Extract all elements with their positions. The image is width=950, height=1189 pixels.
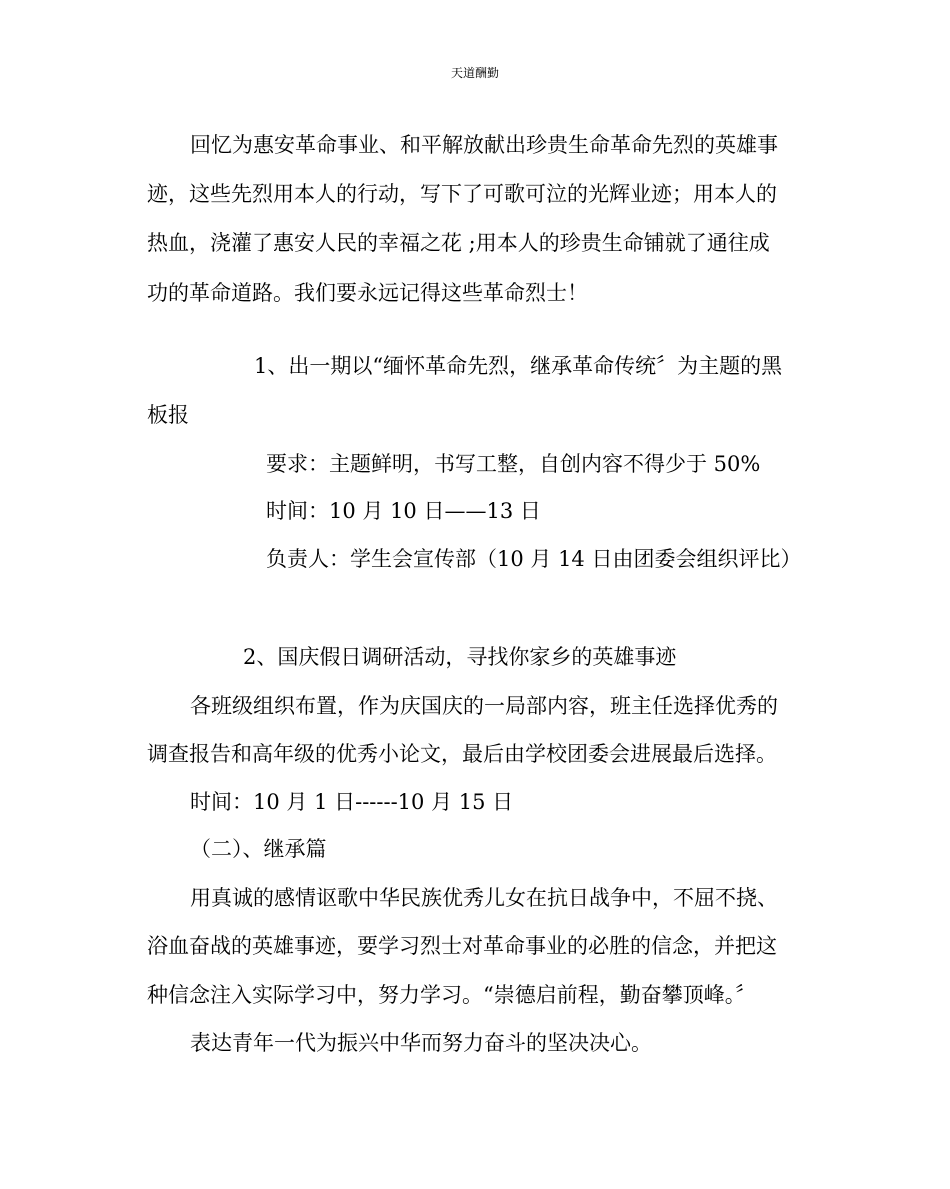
paragraph-line: 浴血奋战的英雄事迹，要学习烈士对革命事业的必胜的信念，并把这 <box>147 934 777 958</box>
paragraph-line: 用真诚的感情讴歌中华民族优秀儿女在抗日战争中，不屈不挠、 <box>190 886 778 910</box>
responsible-text: 负责人：学生会宣传部（10 月 14 日由团委会组织评比） <box>266 547 802 571</box>
paragraph-line: 热血，浇灌了惠安人民的幸福之花 ;用本人的珍贵生命铺就了通往成 <box>147 231 770 255</box>
paragraph-line: 各班级组织布置，作为庆国庆的一局部内容，班主任选择优秀的 <box>190 694 778 718</box>
item-title: 1、出一期以“缅怀革命先烈，继承革命传统〞为主题的黑 <box>254 354 783 378</box>
time-text: 时间：10 月 1 日------10 月 15 日 <box>190 790 514 814</box>
paragraph-line: 表达青年一代为振兴中华而努力奋斗的坚决决心。 <box>190 1031 652 1055</box>
section-heading: （二）、继承篇 <box>190 837 327 861</box>
paragraph-line: 迹，这些先烈用本人的行动，写下了可歌可泣的光辉业迹；用本人的 <box>147 182 777 206</box>
requirement-text: 要求：主题鲜明，书写工整，自创内容不得少于 50% <box>266 452 761 476</box>
paragraph-line: 回忆为惠安革命事业、和平解放献出珍贵生命革命先烈的英雄事 <box>190 133 778 157</box>
item-title: 2、国庆假日调研活动，寻找你家乡的英雄事迹 <box>243 645 677 669</box>
item-title: 板报 <box>147 403 189 427</box>
page-header: 天道酬勤 <box>450 66 499 80</box>
paragraph-line: 调查报告和高年级的优秀小论文，最后由学校团委会进展最后选择。 <box>147 742 777 766</box>
time-text: 时间：10 月 10 日——13 日 <box>266 499 541 523</box>
paragraph-line: 种信念注入实际学习中，努力学习。“崇德启前程，勤奋攀顶峰。〞 <box>147 983 757 1007</box>
paragraph-line: 功的革命道路。我们要永远记得这些革命烈士！ <box>147 281 588 305</box>
